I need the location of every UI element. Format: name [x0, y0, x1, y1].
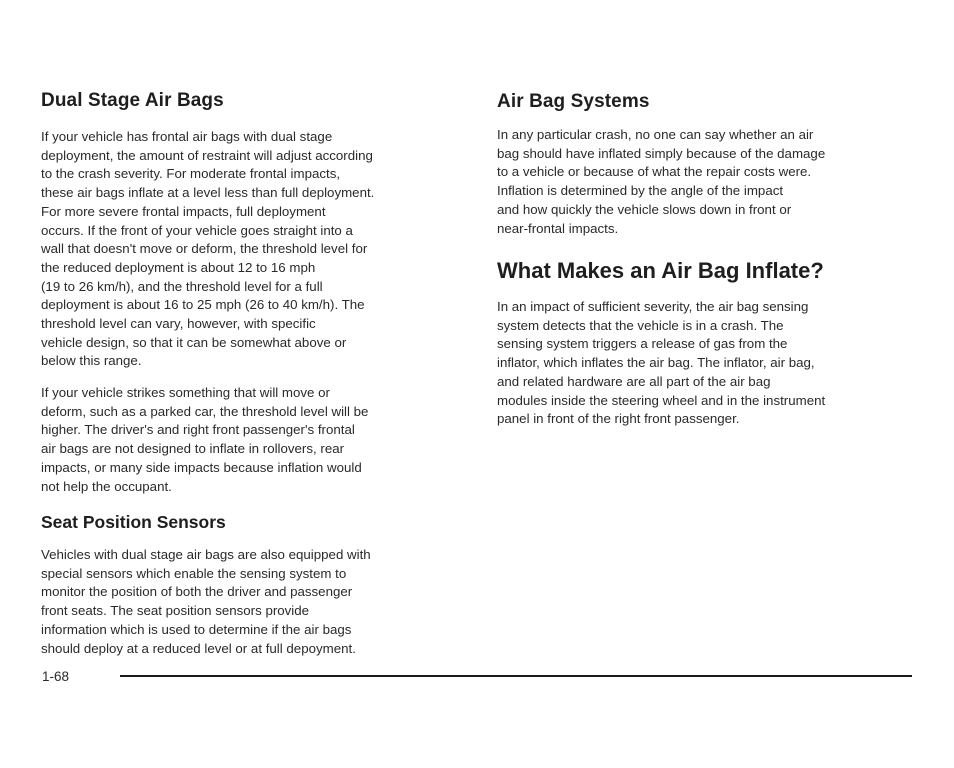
what-makes-paragraph: In an impact of sufficient severity, the air bag sensing system detects that the vehicle is in a crash. The sensing system triggers a release of gas from the inflator, which inflates the air bag. The inflator, air bag, and related hardware are all part of the air bag modules inside the steering wheel and in the instrument panel in front of the right front passenger.	[497, 299, 826, 427]
seat-position-paragraph: Vehicles with dual stage air bags are also equipped with special sensors which enable the sensing system to monitor the position of both the driver and passenger front seats. The seat position sensors provide information which is used to determine if the air bags should deploy at a reduced level or at full depoyment.	[41, 547, 371, 656]
dual-stage-heading: Dual Stage Air Bags	[41, 90, 224, 111]
air-bag-systems-heading: Air Bag Systems	[497, 91, 650, 112]
seat-position-heading: Seat Position Sensors	[41, 512, 226, 532]
footer-rule	[120, 675, 912, 677]
what-makes-heading: What Makes an Air Bag Inflate?	[497, 258, 824, 283]
dual-stage-paragraph-1: If your vehicle has frontal air bags with dual stage deployment, the amount of restraint will adjust according to the crash severity. For moderate frontal impacts, these air bags inflate at a level less than full deployment. For more severe frontal impacts, full deployment occurs. If the front of your vehicle goes straight into a wall that doesn't move or deform, the threshold level for the reduced deployment is about 12 to 16 mph (19 to 26 km/h), and the threshold level for a full deployment is about 16 to 25 mph (26 to 40 km/h). The threshold level can vary, however, with specific vehicle design, so that it can be somewhat above or below this range.	[41, 129, 375, 369]
page-number: 1-68	[42, 669, 70, 684]
air-bag-systems-paragraph: In any particular crash, no one can say whether an air bag should have inflated simply because of the damage to a vehicle or because of what the repair costs were. Inflation is determined by the angle of the impact and how quickly the vehicle slows down in front or near-frontal impacts.	[497, 127, 826, 236]
dual-stage-paragraph-2: If your vehicle strikes something that will move or deform, such as a parked car, the threshold level will be higher. The driver's and right front passenger's frontal air bags are not designed to inflate in rollovers, rear impacts, or many side impacts because inflation would not help the occupant.	[41, 385, 369, 494]
